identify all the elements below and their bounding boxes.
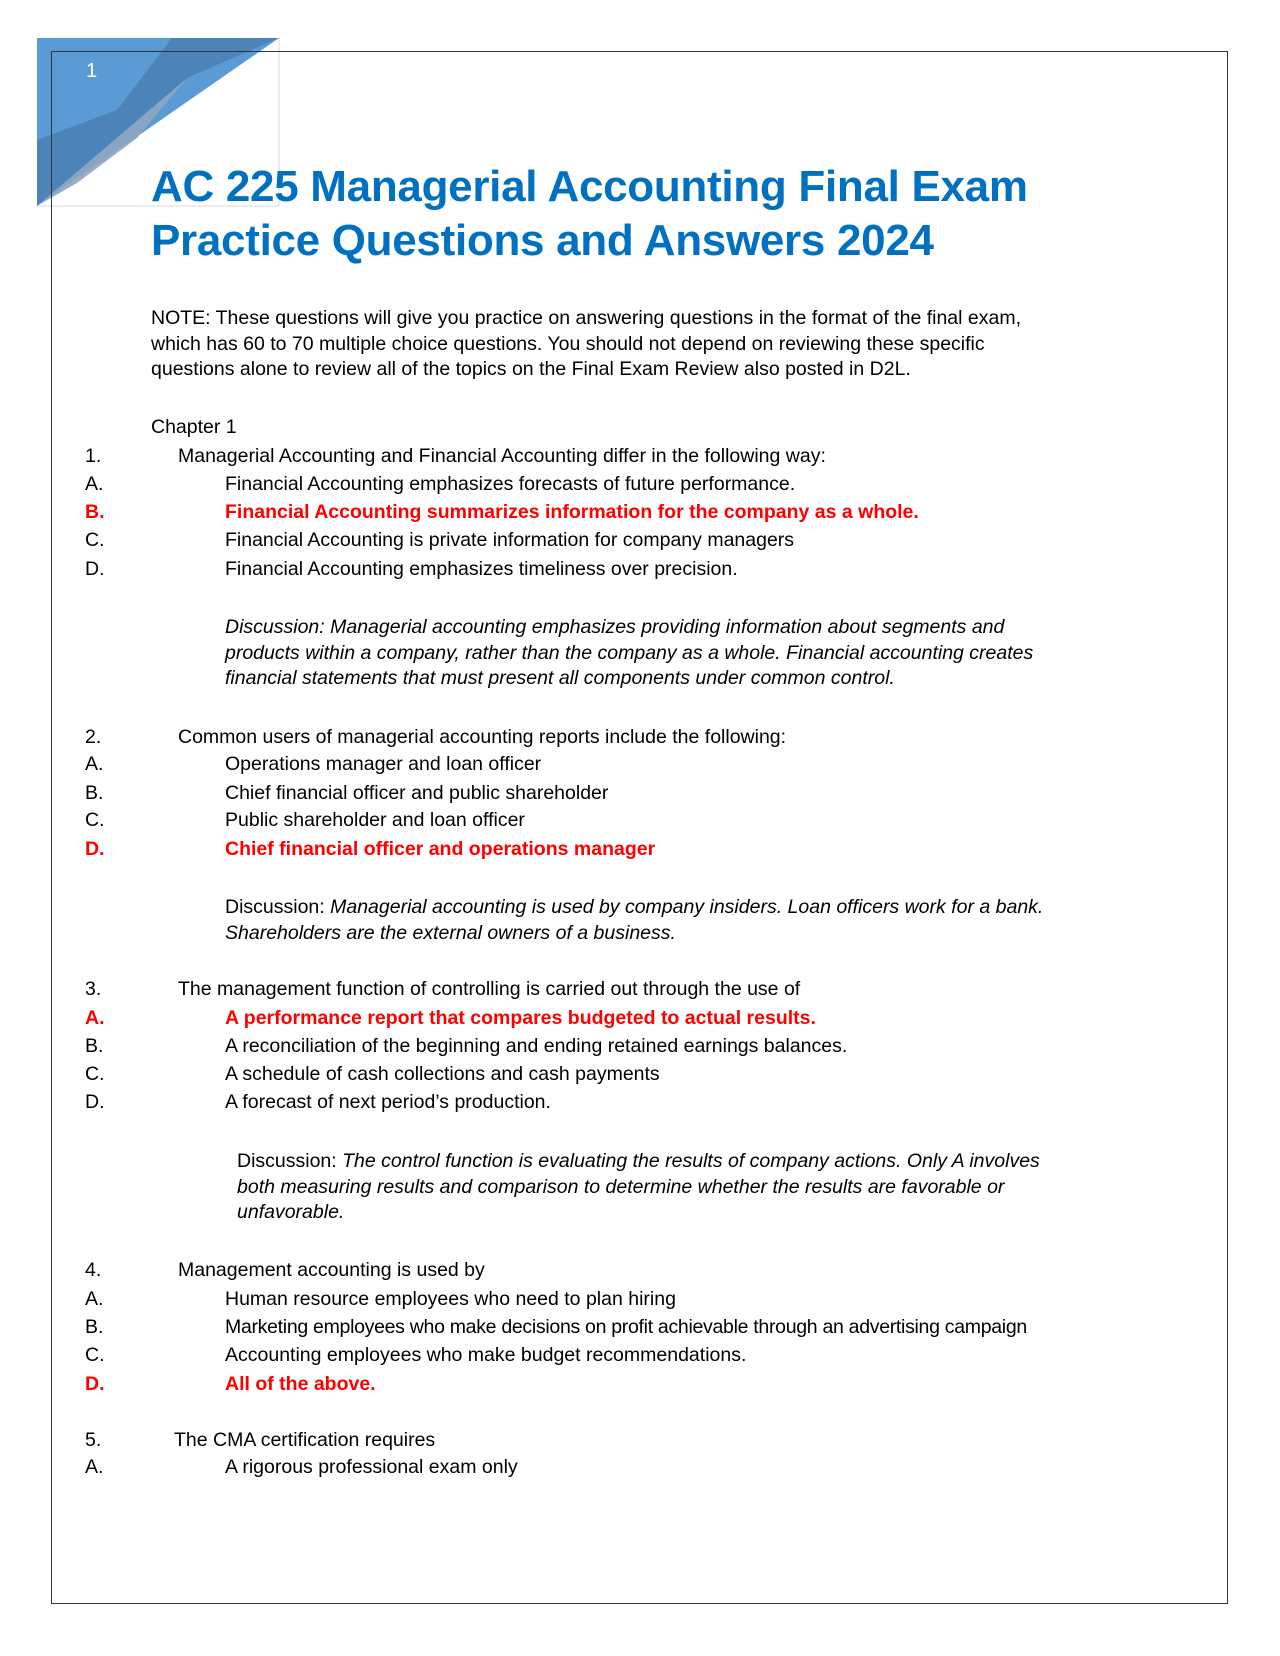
option-letter: C. [85,529,105,551]
discussion-line: unfavorable. [237,1201,345,1223]
option-letter: D. [85,1091,105,1113]
option-letter: A. [85,753,104,775]
option-text: Public shareholder and loan officer [225,809,525,831]
discussion [225,895,1043,946]
option-text: Operations manager and loan officer [225,753,542,775]
correct-option-text: Chief financial officer and operations manager [225,838,656,860]
question-number: 3. [85,978,102,1000]
discussion-line: products within a company, rather than the company as a whole. Financial accounting creates [225,641,1034,664]
discussion-line: both measuring results and comparison to determine whether the results are favorable or [237,1175,1005,1198]
option-text: A rigorous professional exam only [225,1456,518,1478]
question-number: 4. [85,1259,102,1281]
option-letter: A. [85,1456,104,1478]
option-text: Chief financial officer and public shareholder [225,782,609,804]
discussion-line: Discussion: Managerial accounting emphasizes providing information about segments and [225,616,1005,638]
question-text: Managerial Accounting and Financial Accounting differ in the following way: [178,445,826,467]
discussion [225,615,1033,692]
discussion-line: The control function is evaluating the results of company actions. Only A involves [342,1150,1040,1172]
discussion [237,1149,1040,1226]
title-line: Practice Questions and Answers 2024 [151,216,934,265]
option-text: Financial Accounting is private information for company managers [225,529,795,551]
option-letter: D. [85,558,105,580]
question-text: The management function of controlling is carried out through the use of [178,978,801,1000]
discussion-line: Managerial accounting is used by company insiders. Loan officers work for a bank. [330,896,1044,918]
option-letter: A. [85,1288,104,1310]
option-letter: C. [85,1063,105,1085]
option-text: A schedule of cash collections and cash payments [225,1063,660,1085]
note-line: questions alone to review all of the topics on the Final Exam Review also posted in D2L. [151,358,911,380]
option-text: A forecast of next period’s production. [225,1091,551,1113]
correct-option-letter: D. [85,838,105,860]
note-line: which has 60 to 70 multiple choice questions. You should not depend on reviewing these specific [151,332,985,355]
discussion-line: Shareholders are the external owners of a business. [225,921,676,944]
option-text: Financial Accounting emphasizes timeliness over precision. [225,558,738,580]
discussion-line: financial statements that must present all components under common control. [225,667,895,689]
question-number: 2. [85,726,102,748]
question-text: The CMA certification requires [174,1429,436,1451]
option-text: Human resource employees who need to plan hiring [225,1288,676,1310]
page-number: 1 [86,60,98,82]
question-number: 1. [85,445,102,467]
question-text: Management accounting is used by [178,1259,485,1281]
chapter-heading: Chapter 1 [151,416,237,438]
question-text: Common users of managerial accounting reports include the following: [178,726,787,748]
correct-option-text: Financial Accounting summarizes information for the company as a whole. [225,501,919,523]
correct-option-letter: D. [85,1373,105,1395]
option-letter: B. [85,1316,104,1338]
option-letter: B. [85,1035,104,1057]
option-text: A reconciliation of the beginning and ending retained earnings balances. [225,1035,848,1057]
correct-option-letter: A. [85,1007,105,1029]
correct-option-text: All of the above. [225,1373,376,1395]
correct-option-letter: B. [85,501,105,523]
correct-option-text: A performance report that compares budgeted to actual results. [225,1007,816,1029]
option-letter: A. [85,473,104,495]
option-letter: C. [85,1344,105,1366]
note-paragraph [151,306,1021,383]
option-letter: C. [85,809,105,831]
discussion-label: Discussion: [225,896,331,918]
discussion-label: Discussion: [237,1150,343,1172]
note-line: NOTE: These questions will give you practice on answering questions in the format of the final exam, [151,307,1021,329]
title-line: AC 225 Managerial Accounting Final Exam [151,162,1028,211]
option-text: Accounting employees who make budget recommendations. [225,1344,747,1366]
option-text: Financial Accounting emphasizes forecasts of future performance. [225,473,796,495]
option-text: Marketing employees who make decisions on profit achievable through an advertising campaign [225,1316,1027,1338]
question-number: 5. [85,1429,102,1451]
document-title [151,160,1028,268]
option-letter: B. [85,782,104,804]
